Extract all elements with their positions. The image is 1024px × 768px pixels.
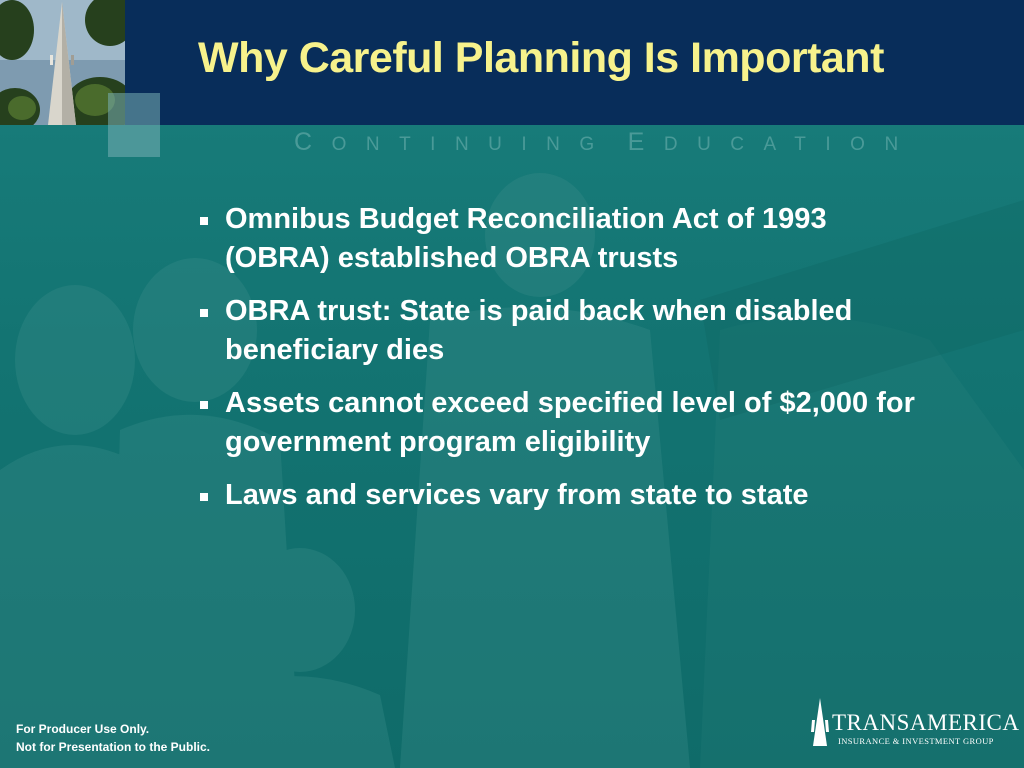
bullet-text: OBRA trust: State is paid back when disabled beneficiary dies — [225, 295, 853, 366]
square-bullet-icon — [200, 493, 208, 501]
slide-title: Why Careful Planning Is Important — [198, 34, 884, 82]
pyramid-photo-drawing — [0, 0, 125, 125]
bullet-list — [198, 200, 918, 529]
bullet-text: Assets cannot exceed specified level of $2,000 for government program eligibility — [225, 387, 915, 458]
bullet-text: Omnibus Budget Reconciliation Act of 1993 (OBRA) established OBRA trusts — [225, 203, 827, 274]
bullet-item — [198, 292, 918, 370]
disclaimer-line-2: Not for Presentation to the Public. — [16, 740, 211, 754]
continuing-education-banner — [294, 128, 918, 157]
square-bullet-icon — [200, 217, 208, 225]
bullet-item — [198, 200, 918, 278]
banner-word-continuing: ONTINUING — [331, 134, 614, 155]
bullet-item — [198, 476, 918, 515]
banner-initial-e: E — [627, 128, 664, 156]
logo-wordmark: TRANSAMERICA — [832, 710, 1020, 735]
disclaimer-line-1: For Producer Use Only. — [16, 722, 150, 736]
banner-word-education: DUCATION — [663, 134, 918, 155]
banner-initial-c: C — [294, 128, 332, 156]
disclaimer-footer — [16, 720, 210, 756]
bullet-item — [198, 384, 918, 462]
logo-tagline: INSURANCE & INVESTMENT GROUP — [838, 736, 994, 746]
transamerica-pyramid-photo — [0, 0, 125, 125]
square-bullet-icon — [200, 309, 208, 317]
transamerica-logo — [810, 698, 1020, 748]
decorative-square — [108, 93, 160, 157]
bullet-text: Laws and services vary from state to state — [225, 479, 809, 511]
pyramid-logo-icon — [810, 698, 830, 746]
square-bullet-icon — [200, 401, 208, 409]
